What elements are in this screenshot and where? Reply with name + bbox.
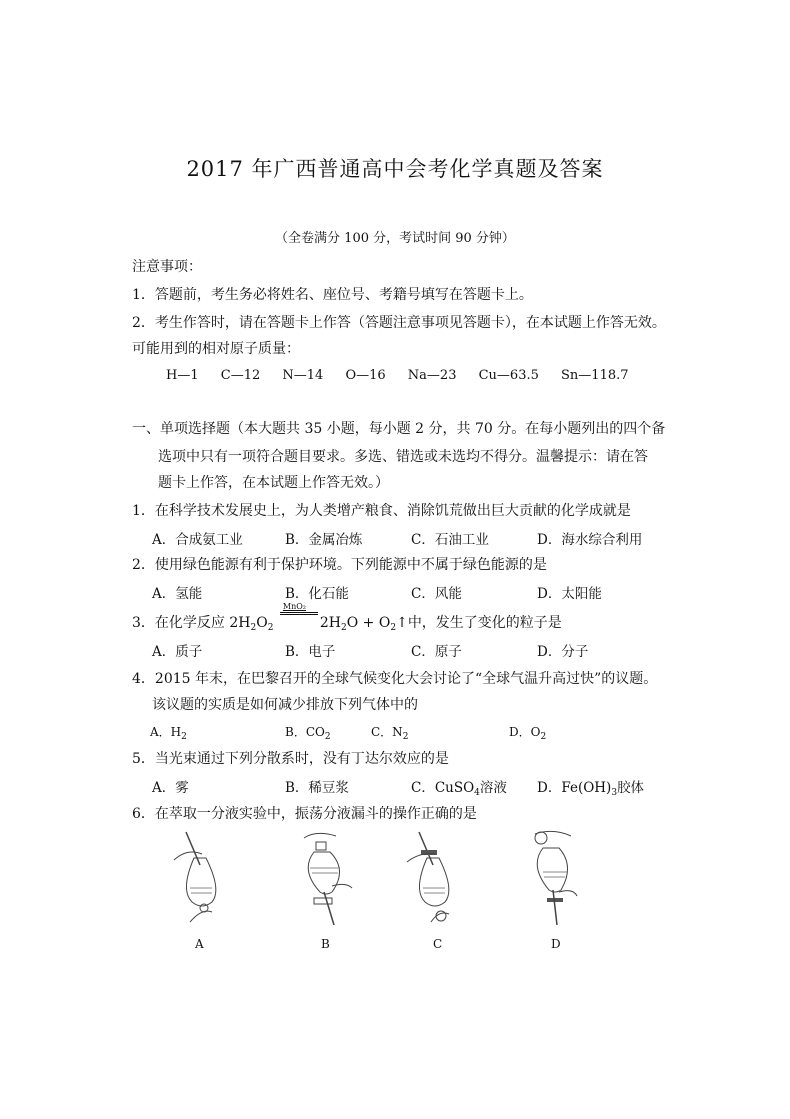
q1-option-d: D．海水综合利用 <box>537 532 643 548</box>
page-title: 2017 年广西普通高中会考化学真题及答案 <box>186 157 604 181</box>
q3-option-a: A．质子 <box>152 644 203 660</box>
atomic-mass: Cu—63.5 <box>478 368 539 383</box>
question-1-stem: 1．在科学技术发展史上，为人类增产粮食、消除饥荒做出巨大贡献的化学成就是 <box>132 503 631 519</box>
exam-info: （全卷满分 100 分，考试时间 90 分钟） <box>275 231 515 246</box>
q1-option-a: A．合成氨工业 <box>152 532 243 548</box>
atomic-mass: H—1 <box>166 368 199 383</box>
q4-option-b: B．$CO_2$ <box>285 725 331 742</box>
question-5-stem: 5．当光束通过下列分散系时，没有丁达尔效应的是 <box>132 751 449 767</box>
note-item-2: 2．考生作答时，请在答题卡上作答（答题注意事项见答题卡），在本试题上作答无效。 <box>132 315 666 331</box>
q5-option-b: B．稀豆浆 <box>285 780 349 796</box>
q3-option-b: B．电子 <box>285 644 336 660</box>
catalyst-label: MnO₂ <box>282 602 306 611</box>
question-4-stem: 4．2015 年末，在巴黎召开的全球气候变化大会讨论了“全球气温升高过快”的议题。 <box>132 671 658 687</box>
note-item-1: 1．答题前，考生务必将姓名、座位号、考籍号填写在答题卡上。 <box>132 287 533 303</box>
separatory-funnel-figure-c <box>405 830 465 925</box>
separatory-funnel-figure-a <box>172 830 232 925</box>
question-4-stem-cont: 该议题的实质是如何减少排放下列气体中的 <box>152 697 418 713</box>
q3-option-d: D．分子 <box>537 644 589 660</box>
q2-option-d: D．太阳能 <box>537 586 602 602</box>
notes-heading: 注意事项： <box>132 259 202 275</box>
question-3-stem: 3．在化学反应 $2H_2O_2$ MnO₂ $2H_2O$ + $O_2↑$中，发生了变化的粒子是 <box>132 602 562 633</box>
section-heading: 一、单项选择题（本大题共 35 小题，每小题 2 分，共 70 分。在每小题列出的四个备 <box>132 421 666 437</box>
q5-option-d: D．$Fe(OH)_3$胶体 <box>537 780 645 798</box>
question-6-stem: 6．在萃取一分液实验中，振荡分液漏斗的操作正确的是 <box>132 806 477 822</box>
question-2-stem: 2．使用绿色能源有利于保护环境。下列能源中不属于绿色能源的是 <box>132 557 547 573</box>
reaction-arrow <box>280 602 318 631</box>
atomic-mass: Na—23 <box>407 368 457 383</box>
figure-label-c: C <box>433 937 443 951</box>
figure-label-d: D <box>551 937 561 951</box>
atomic-mass: O—16 <box>345 368 386 383</box>
separatory-funnel-figure-d <box>525 830 585 925</box>
section-heading-cont: 题卡上作答，在本试题上作答无效。） <box>158 475 389 491</box>
atomic-mass: C—12 <box>220 368 261 383</box>
q2-option-a: A．氢能 <box>152 586 203 602</box>
atomic-mass: N—14 <box>282 368 324 383</box>
gas-arrow-icon: ↑ <box>396 615 408 631</box>
q4-option-d: D．$O_2$ <box>509 725 547 742</box>
q2-option-c: C．风能 <box>411 586 462 602</box>
q1-option-c: C．石油工业 <box>411 532 489 548</box>
q2-option-b: B．化石能 <box>285 586 349 602</box>
q5-option-a: A．雾 <box>152 780 189 796</box>
figure-label-b: B <box>321 937 330 951</box>
q3-option-c: C．原子 <box>411 644 462 660</box>
atomic-mass-list <box>166 368 629 383</box>
q1-option-b: B．金属冶炼 <box>285 532 363 548</box>
separatory-funnel-figure-b <box>296 830 356 925</box>
atomic-mass: Sn—118.7 <box>561 368 629 383</box>
q5-option-c: C．CuSO$_4$溶液 <box>411 780 507 798</box>
section-heading-cont: 选项中只有一项符合题目要求。多选、错选或未选均不得分。温馨提示：请在答 <box>158 449 648 465</box>
q4-option-a: A．$H_2$ <box>150 725 187 742</box>
q4-option-c: C．$N_2$ <box>371 725 409 742</box>
atomic-mass-heading: 可能用到的相对原子质量： <box>132 341 300 357</box>
figure-label-a: A <box>195 937 204 951</box>
